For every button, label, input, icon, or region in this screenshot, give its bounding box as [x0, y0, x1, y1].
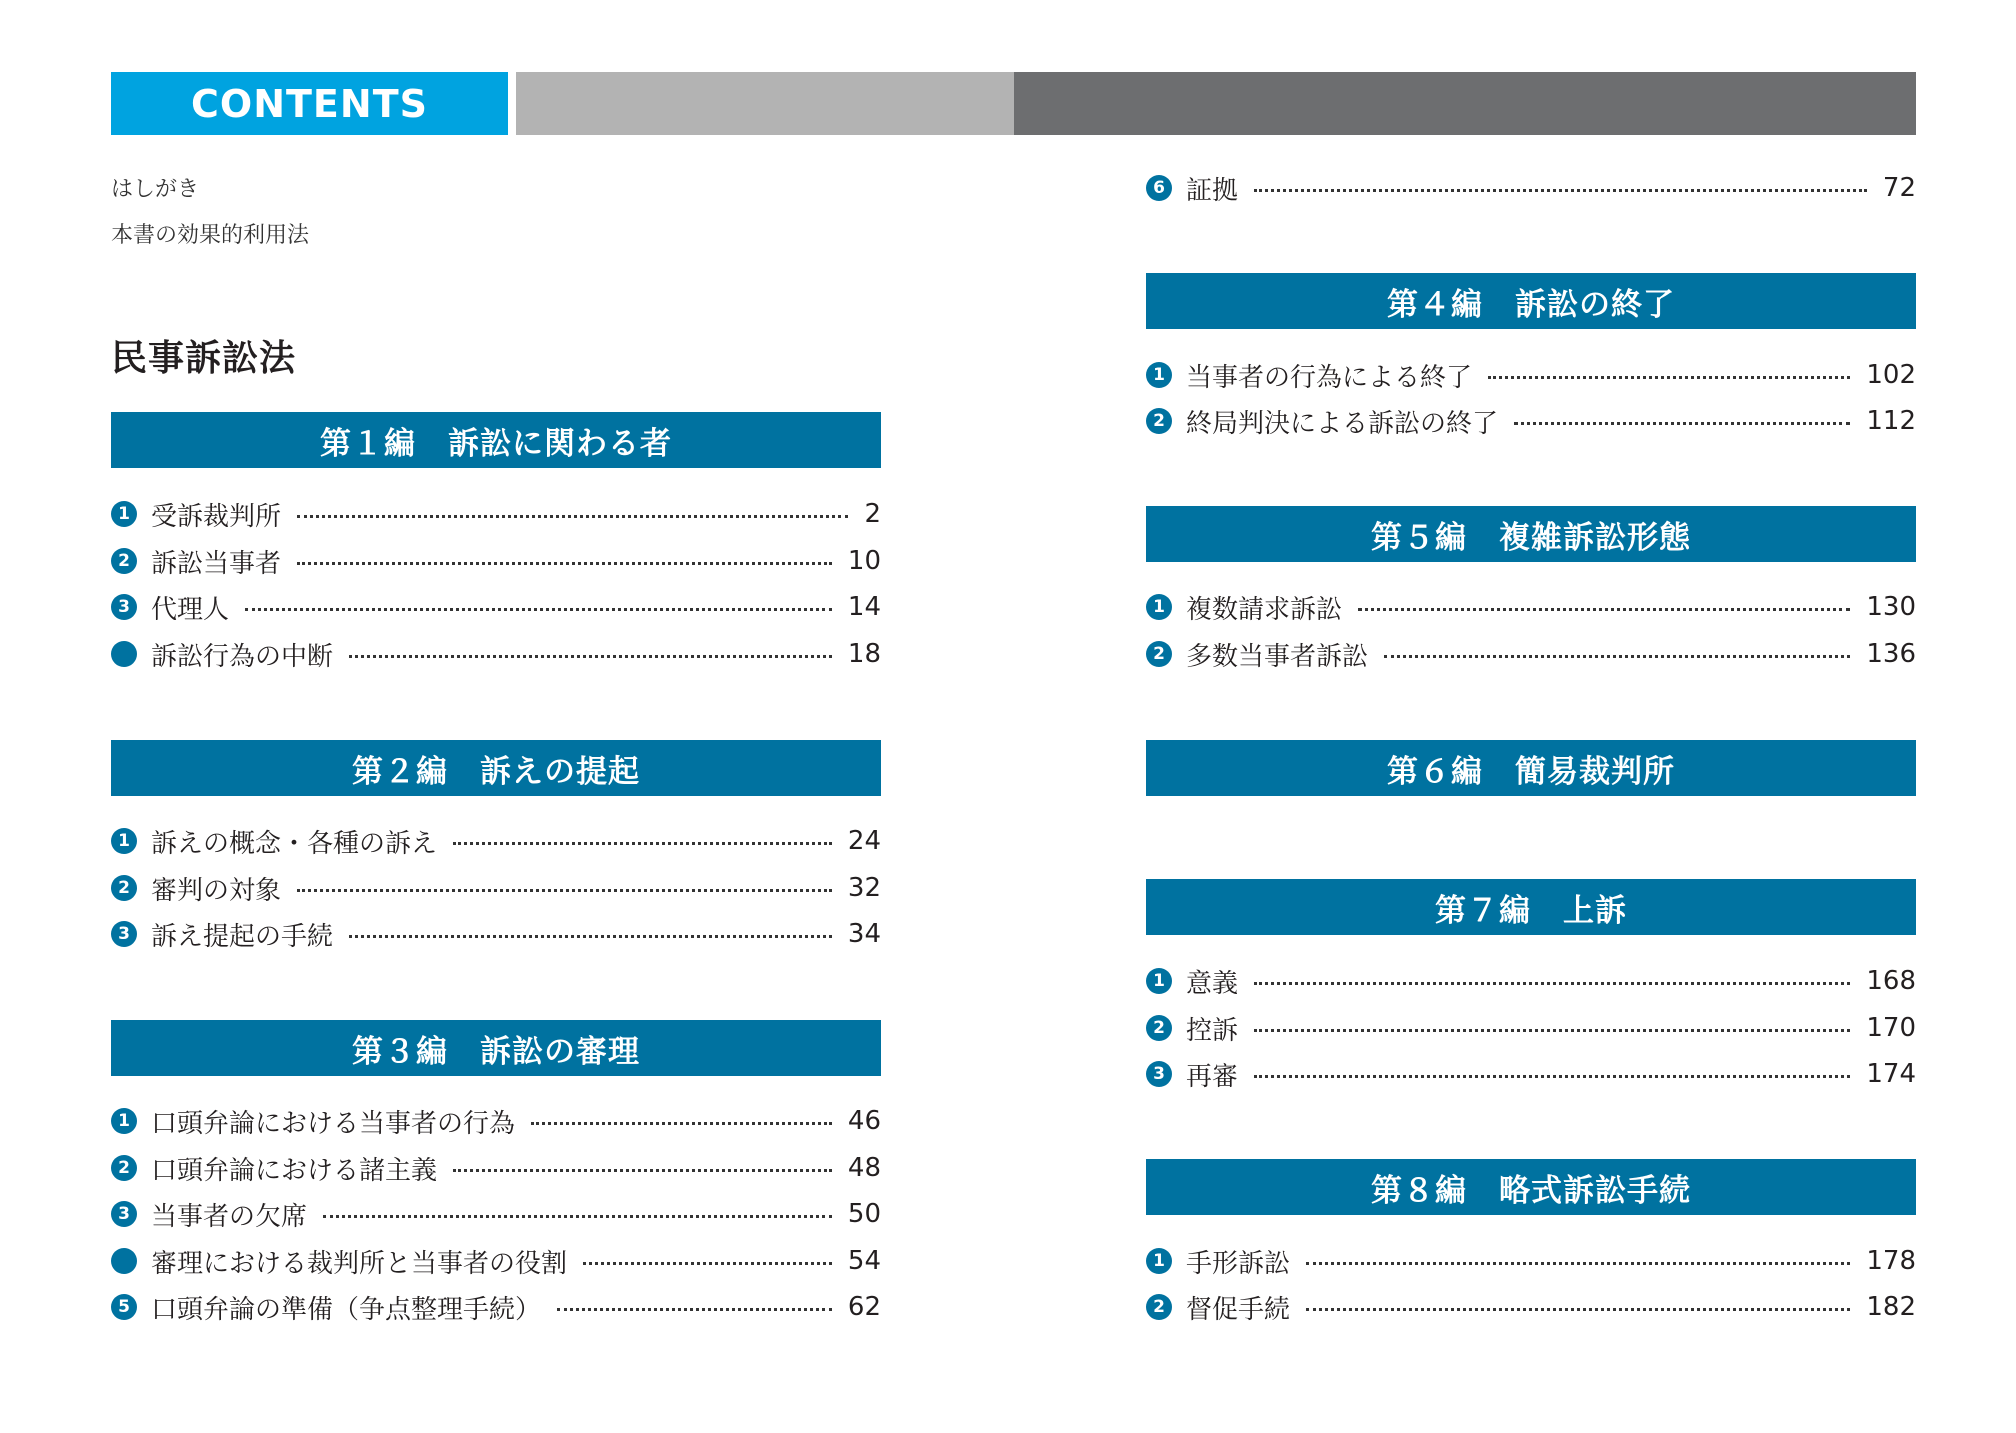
- dot-leader: [349, 935, 832, 938]
- toc-entry[interactable]: [111, 587, 881, 627]
- entry-title: 訴え提起の手続: [151, 921, 334, 952]
- toc-entry[interactable]: [111, 1194, 881, 1234]
- number-badge-icon: 1: [1146, 1248, 1172, 1274]
- page-number: 62: [847, 1292, 881, 1322]
- part-3-header[interactable]: 第３編 訴訟の審理: [111, 1020, 881, 1076]
- toc-entry[interactable]: [1146, 1241, 1916, 1281]
- dot-leader: [297, 889, 832, 892]
- toc-entry[interactable]: [111, 1287, 881, 1327]
- dot-leader: [1254, 1075, 1850, 1078]
- dot-leader: [297, 562, 832, 565]
- page-number: 24: [847, 826, 881, 856]
- page-number: 18: [847, 639, 881, 669]
- number-badge-icon: 3: [111, 921, 137, 947]
- number-badge-icon: 1: [111, 501, 137, 527]
- page-number: 102: [1866, 360, 1916, 390]
- toc-entry[interactable]: [111, 1241, 881, 1281]
- number-badge-icon: 2: [1146, 408, 1172, 434]
- page-number: 14: [847, 592, 881, 622]
- part-4-header[interactable]: 第４編 訴訟の終了: [1146, 273, 1916, 329]
- entry-title: 控訴: [1186, 1015, 1239, 1046]
- number-badge-icon: 6: [1146, 175, 1172, 201]
- dot-leader: [453, 1169, 832, 1172]
- number-badge-icon: 1: [1146, 968, 1172, 994]
- part-5-header[interactable]: 第５編 複雑訴訟形態: [1146, 506, 1916, 562]
- page-number: 48: [847, 1153, 881, 1183]
- toc-entry[interactable]: [111, 821, 881, 861]
- dot-leader: [1514, 422, 1850, 425]
- number-badge-icon: 2: [1146, 1015, 1172, 1041]
- dot-leader: [1306, 1308, 1850, 1311]
- entry-title: 意義: [1186, 968, 1239, 999]
- dot-leader: [245, 608, 832, 611]
- page-number: 32: [847, 873, 881, 903]
- dot-leader: [1306, 1262, 1850, 1265]
- contents-label: CONTENTS: [111, 72, 508, 135]
- part-1-header[interactable]: 第１編 訴訟に関わる者: [111, 412, 881, 468]
- toc-entry[interactable]: [1146, 1054, 1916, 1094]
- dot-leader: [557, 1308, 832, 1311]
- number-badge-icon: 2: [111, 1155, 137, 1181]
- toc-entry[interactable]: [111, 494, 881, 534]
- page-number: 54: [847, 1246, 881, 1276]
- entry-title: 複数請求訴訟: [1186, 594, 1343, 625]
- entry-title: 督促手続: [1186, 1294, 1291, 1325]
- entry-title: 受訴裁判所: [151, 501, 282, 532]
- number-badge-icon: 2: [1146, 1294, 1172, 1320]
- header-gray-block-dark: [1014, 72, 1916, 135]
- page-number: 174: [1866, 1059, 1916, 1089]
- number-badge-icon: 3: [111, 1201, 137, 1227]
- page-number: 168: [1866, 966, 1916, 996]
- number-badge-icon: 1: [111, 828, 137, 854]
- intro-preface[interactable]: はしがき: [111, 177, 200, 202]
- number-badge-icon: 1: [111, 1108, 137, 1134]
- dot-leader: [1254, 189, 1867, 192]
- number-badge-icon: 2: [1146, 641, 1172, 667]
- law-title: 民事訴訟法: [111, 338, 297, 379]
- entry-title: 終局判決による訴訟の終了: [1186, 408, 1499, 439]
- page-number: 2: [864, 499, 881, 529]
- entry-title: 口頭弁論における諸主義: [151, 1155, 438, 1186]
- entry-title: 訴訟当事者: [151, 548, 282, 579]
- dot-leader: [1384, 655, 1850, 658]
- dot-leader: [297, 515, 848, 518]
- number-badge-icon: 1: [1146, 362, 1172, 388]
- page-number: 34: [847, 919, 881, 949]
- dot-leader: [1488, 376, 1850, 379]
- intro-usage-guide[interactable]: 本書の効果的利用法: [111, 223, 310, 248]
- number-badge-icon: 3: [1146, 1061, 1172, 1087]
- part-8-header[interactable]: 第８編 略式訴訟手続: [1146, 1159, 1916, 1215]
- entry-title: 証拠: [1186, 175, 1239, 206]
- page-number: 178: [1866, 1246, 1916, 1276]
- entry-title: 口頭弁論における当事者の行為: [151, 1108, 516, 1139]
- page-number: 50: [847, 1199, 881, 1229]
- page-number: 170: [1866, 1013, 1916, 1043]
- page-number: 46: [847, 1106, 881, 1136]
- entry-title: 訴訟行為の中断: [151, 641, 334, 672]
- page-number: 10: [847, 546, 881, 576]
- number-badge-icon: [111, 641, 137, 667]
- entry-title: 当事者の欠席: [151, 1201, 308, 1232]
- dot-leader: [1358, 608, 1850, 611]
- dot-leader: [323, 1215, 832, 1218]
- number-badge-icon: 1: [1146, 594, 1172, 620]
- entry-title: 審理における裁判所と当事者の役割: [151, 1248, 568, 1279]
- toc-entry[interactable]: [111, 541, 881, 581]
- toc-entry[interactable]: [1146, 401, 1916, 441]
- entry-title: 多数当事者訴訟: [1186, 641, 1369, 672]
- number-badge-icon: 5: [111, 1294, 137, 1320]
- toc-entry[interactable]: [1146, 634, 1916, 674]
- dot-leader: [531, 1122, 832, 1125]
- toc-entry[interactable]: [111, 634, 881, 674]
- page-number: 182: [1866, 1292, 1916, 1322]
- number-badge-icon: 2: [111, 548, 137, 574]
- toc-entry[interactable]: [1146, 1008, 1916, 1048]
- dot-leader: [583, 1262, 832, 1265]
- toc-entry[interactable]: [1146, 961, 1916, 1001]
- entry-title: 口頭弁論の準備（争点整理手続）: [151, 1294, 542, 1325]
- contents-header-bar: [111, 72, 1916, 135]
- entry-title: 当事者の行為による終了: [1186, 362, 1473, 393]
- page-number: 136: [1866, 639, 1916, 669]
- page-number: 130: [1866, 592, 1916, 622]
- toc-entry[interactable]: [111, 914, 881, 954]
- header-gray-block-light: [516, 72, 1014, 135]
- toc-entry[interactable]: [111, 1101, 881, 1141]
- part-6-header[interactable]: 第６編 簡易裁判所: [1146, 740, 1916, 796]
- toc-entry[interactable]: [1146, 168, 1916, 208]
- page-number: 72: [1882, 173, 1916, 203]
- part-7-header[interactable]: 第７編 上訴: [1146, 879, 1916, 935]
- toc-entry[interactable]: [1146, 1287, 1916, 1327]
- entry-title: 手形訴訟: [1186, 1248, 1291, 1279]
- page-number: 112: [1866, 406, 1916, 436]
- toc-entry[interactable]: [111, 868, 881, 908]
- number-badge-icon: 3: [111, 594, 137, 620]
- entry-title: 再審: [1186, 1061, 1239, 1092]
- dot-leader: [1254, 982, 1850, 985]
- part-2-header[interactable]: 第２編 訴えの提起: [111, 740, 881, 796]
- dot-leader: [349, 655, 832, 658]
- number-badge-icon: [111, 1248, 137, 1274]
- dot-leader: [1254, 1029, 1850, 1032]
- number-badge-icon: 2: [111, 875, 137, 901]
- entry-title: 審判の対象: [151, 875, 282, 906]
- entry-title: 代理人: [151, 594, 230, 625]
- toc-entry[interactable]: [1146, 587, 1916, 627]
- entry-title: 訴えの概念・各種の訴え: [151, 828, 438, 859]
- toc-entry[interactable]: [111, 1148, 881, 1188]
- dot-leader: [453, 842, 832, 845]
- toc-entry[interactable]: [1146, 355, 1916, 395]
